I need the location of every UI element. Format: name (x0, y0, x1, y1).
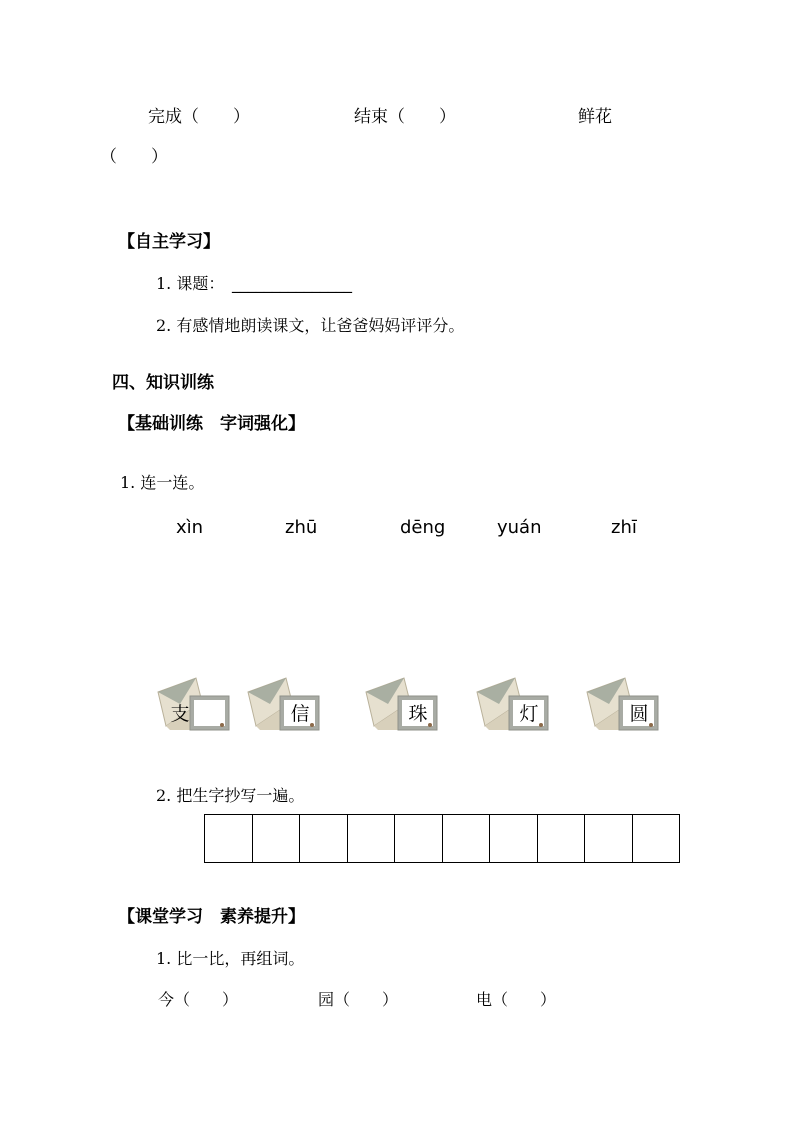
card-char-5: 圆 (629, 703, 649, 725)
pinyin-5: zhī (611, 517, 637, 538)
envelope-card-4[interactable] (475, 674, 550, 732)
section-title: 四、知识训练 (112, 373, 214, 393)
writing-cell[interactable] (443, 815, 491, 862)
writing-grid (204, 814, 680, 863)
topic-blank: _______________ (232, 274, 352, 293)
envelope-card-1[interactable] (156, 674, 231, 732)
writing-cell[interactable] (205, 815, 253, 862)
basic-training-header: 【基础训练 字词强化】 (118, 414, 305, 434)
envelope-card-2[interactable] (246, 674, 321, 732)
question-connect: 1. 连一连。 (120, 473, 205, 492)
envelope-card-3[interactable] (364, 674, 439, 732)
word-label-3: 鲜花 (578, 107, 612, 127)
writing-cell[interactable] (585, 815, 633, 862)
question-copy: 2. 把生字抄写一遍。 (156, 786, 305, 805)
writing-cell[interactable] (633, 815, 680, 862)
envelope-card-5[interactable] (585, 674, 660, 732)
pinyin-3: dēng (400, 517, 446, 538)
card-char-3: 珠 (408, 703, 428, 725)
writing-cell[interactable] (300, 815, 348, 862)
topic-label: 1. 课题： (156, 274, 225, 293)
word-blank-3: （ ） (100, 147, 168, 167)
card-char-4: 灯 (519, 703, 539, 725)
writing-cell[interactable] (253, 815, 301, 862)
pinyin-1: xìn (176, 517, 204, 538)
question-compare: 1. 比一比，再组词。 (156, 949, 305, 968)
writing-cell[interactable] (348, 815, 396, 862)
compare-blank-2: 园（ ） (318, 990, 399, 1009)
pinyin-4: yuán (497, 517, 542, 538)
writing-cell[interactable] (395, 815, 443, 862)
word-blank-1: 完成（ ） (148, 107, 250, 127)
class-study-header: 【课堂学习 素养提升】 (118, 907, 305, 927)
card-char-1: 支 (170, 703, 190, 725)
pinyin-2: zhū (285, 517, 318, 538)
self-study-header: 【自主学习】 (118, 232, 220, 252)
compare-blank-1: 今（ ） (158, 990, 239, 1009)
writing-cell[interactable] (490, 815, 538, 862)
card-char-2: 信 (290, 703, 310, 725)
compare-blank-3: 电（ ） (476, 990, 557, 1009)
writing-cell[interactable] (538, 815, 586, 862)
read-aloud-task: 2. 有感情地朗读课文，让爸爸妈妈评评分。 (156, 316, 465, 335)
word-blank-2: 结束（ ） (354, 107, 456, 127)
